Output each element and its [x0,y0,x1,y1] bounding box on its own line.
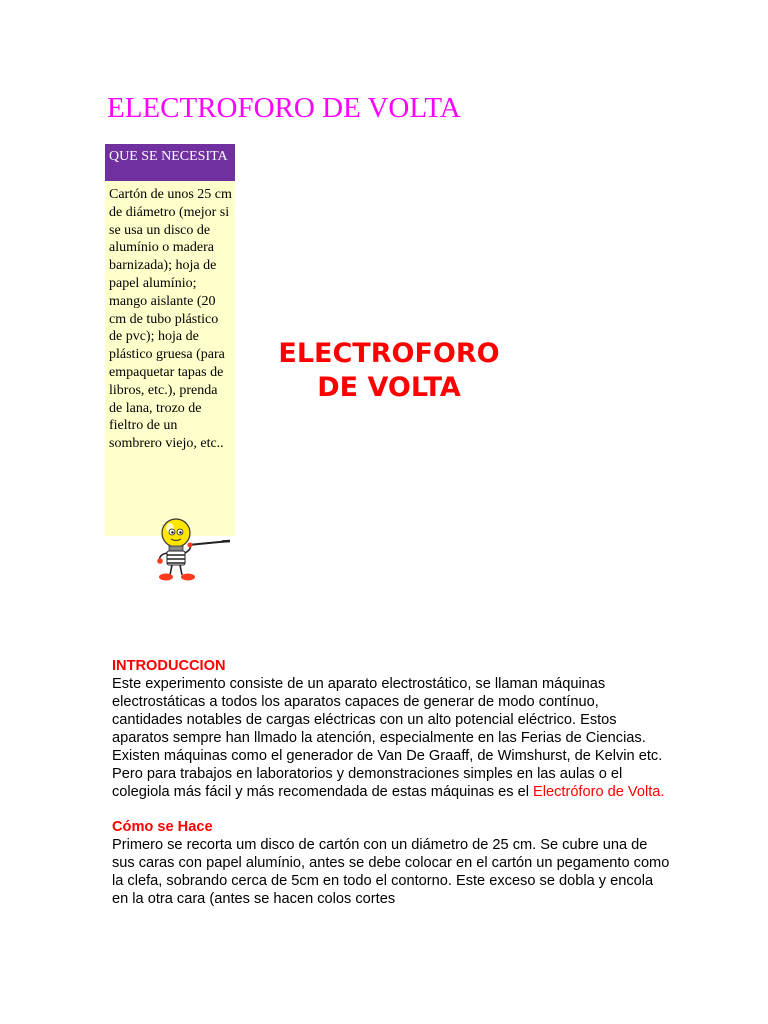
intro-paragraph [112,675,672,801]
materials-header: QUE SE NECESITA [105,144,235,181]
center-title [258,337,520,405]
article-content [112,657,672,908]
materials-list: Cartón de unos 25 cm de diámetro (mejor si se usa un disco de alumínio o madera barnizada); hoja de papel alumínio; mango aislante (20 cm de tubo plástico de pvc); hoja de plástico gruesa (para empaquetar tapas de libros, etc.), prenda de lana, trozo de fieltro de un sombrero viejo, etc.. [105,181,235,536]
electroforo-link: Electróforo de Volta. [533,784,665,800]
intro-text: Este experimento consiste de un aparato electrostático, se llaman máquinas electrostáticas a todos los aparatos capaces de generar de modo contínuo, cantidades notables de cargas eléctricas con un alto potencial eléctrico. Estos aparatos sempre han llmado la atención, especialmente en las Ferias de Ciencias. Existen máquinas como el generador de Van De Graaff, de Wimshurst, de Kelvin etc. Pero para trabajos en laboratorios y demonstraciones simples en las aulas o el colegiola más fácil y más recomendada de estas máquinas es el [112,676,663,800]
main-title: ELECTROFORO DE VOLTA [107,92,461,124]
howto-paragraph: Primero se recorta um disco de cartón con un diámetro de 25 cm. Se cubre una de sus caras con papel alumínio, antes se debe colocar en el cartón un pegamento como la clefa, sobrando cerca de 5cm en todo el contorno. Este exceso se dobla y encola en la otra cara (antes se hacen colos cortes [112,837,670,907]
materials-box [105,144,235,536]
intro-heading: INTRODUCCION [112,658,226,674]
center-title-line2: DE VOLTA [317,372,461,403]
center-title-line1: ELECTROFORO [278,338,500,369]
howto-heading: Cómo se Hace [112,819,213,835]
lightbulb-teacher-mascot-icon [150,515,236,585]
